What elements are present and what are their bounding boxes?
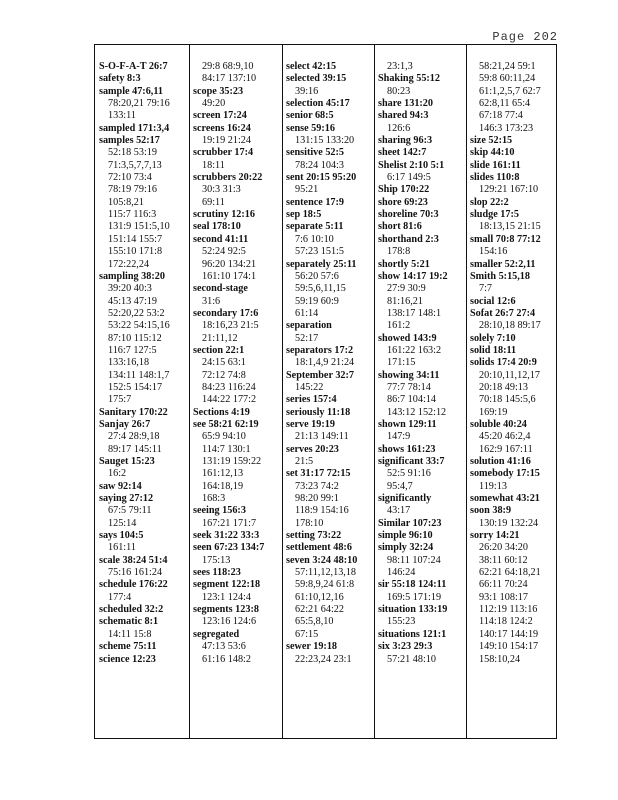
index-entry-ref: 18:16,23 21:5 [202,320,259,332]
index-entry-ref: 61:10,12,16 [295,591,344,603]
index-entry-term: share 131:20 [378,98,433,110]
index-entry-ref: 149:10 154:17 [479,641,539,653]
index-entry-ref: 59:19 60:9 [295,295,339,307]
index-entry-ref: 23:1,3 [387,61,413,72]
index-entry-ref: 93:1 108:17 [479,591,528,603]
index-entry-term: segments 123:8 [193,604,259,616]
index-entry-ref: 58:21,24 59:1 [479,61,536,72]
index-entry-ref: 161:12,13 [202,468,244,480]
index-entry-ref: 18:11 [202,159,225,171]
index-entry-ref: 30:3 31:3 [202,184,241,196]
index-entry-term: samples 52:17 [99,135,160,147]
index-entry-ref: 61:1,2,5,7 62:7 [479,85,541,97]
index-entry-ref: 73:23 74:2 [295,480,339,492]
index-entry-ref: 134:11 148:1,7 [108,369,170,381]
index-entry-ref: 61:16 148:2 [202,653,251,665]
index-entry-ref: 52:20,22 53:2 [108,307,165,319]
index-entry-term: segregated [193,628,240,640]
index-entry-ref: 65:5,8,10 [295,616,334,628]
index-entry-term: selection 45:17 [286,98,350,110]
index-entry-term: says 104:5 [99,530,144,542]
index-entry-term: scrutiny 12:16 [193,209,255,221]
index-entry-term: selected 39:15 [286,73,347,85]
index-entry-term: separation [286,320,332,332]
index-entry-ref: 57:23 151:5 [295,246,344,258]
index-entry-term: scheme 75:11 [99,641,157,653]
index-frame [94,44,557,739]
index-entry-ref: 39:20 40:3 [108,283,152,295]
index-entry-term: seal 178:10 [193,221,241,233]
index-entry-term: settlement 48:6 [286,542,352,554]
index-entry-ref: 114:18 124:2 [479,616,533,628]
index-entry-ref: 129:21 167:10 [479,184,539,196]
index-entry-term: somebody 17:15 [470,468,540,480]
index-entry-term: shared 94:3 [378,110,429,122]
index-entry-term: serves 20:23 [286,443,339,455]
index-entry-term: senior 68:5 [286,110,334,122]
index-entry-term: Sanitary 170:22 [99,406,168,418]
index-entry-ref: 18:1,4,9 21:24 [295,357,355,369]
index-entry-ref: 27:9 30:9 [387,283,426,295]
index-entry-ref: 62:21 64:18,21 [479,567,541,579]
index-entry-ref: 145:22 [295,381,324,393]
index-entry-term: safety 8:3 [99,73,141,85]
index-entry-term: situations 121:1 [378,628,447,640]
index-entry-term: shows 161:23 [378,443,436,455]
index-entry-ref: 169:5 171:19 [387,591,442,603]
index-entry-term: saw 92:14 [99,480,142,492]
index-entry-ref: 162:9 167:11 [479,443,533,455]
index-entry-ref: 177:4 [108,591,132,603]
index-entry-ref: 18:13,15 21:15 [479,221,541,233]
index-entry-ref: 28:10,18 89:17 [479,320,541,332]
index-entry-ref: 161:2 [387,320,411,332]
index-entry-ref: 78:24 104:3 [295,159,344,171]
index-entry-term: sep 18:5 [286,209,322,221]
index-entry-ref: 43:17 [387,505,411,517]
index-entry-ref: 78:19 79:16 [108,184,157,196]
index-entry-ref: 84:23 116:24 [202,381,256,393]
index-entry-ref: 57:11,12,13,18 [295,567,357,579]
index-entry-ref: 144:22 177:2 [202,394,257,406]
index-entry-ref: 140:17 144:19 [479,628,539,640]
index-entry-term: second 41:11 [193,233,249,245]
index-entry-term: slop 22:2 [470,196,509,208]
index-entry-ref: 158:10,24 [479,653,521,665]
index-entry-ref: 62:21 64:22 [295,604,344,616]
index-entry-term: sense 59:16 [286,122,335,134]
index-entry-term: Shelist 2:10 5:1 [378,159,445,171]
index-entry-ref: 133:16,18 [108,357,150,369]
index-entry-ref: 155:23 [387,616,416,628]
index-entry-term: sir 55:18 124:11 [378,579,447,591]
index-entry-ref: 75:16 161:24 [108,567,163,579]
index-entry-ref: 138:17 148:1 [387,307,442,319]
index-entry-ref: 81:16,21 [387,295,423,307]
index-entry-term: screens 16:24 [193,122,251,134]
index-entry-term: sampling 38:20 [99,270,165,282]
index-entry-ref: 52:24 92:5 [202,246,246,258]
index-entry-term: serve 19:19 [286,418,335,430]
index-entry-ref: 146:24 [387,567,416,579]
index-entry-term: soon 38:9 [470,505,512,517]
index-entry-term: Smith 5:15,18 [470,270,530,282]
index-entry-term: saying 27:12 [99,493,154,505]
index-entry-ref: 14:11 15:8 [108,628,152,640]
index-column-5 [466,61,562,666]
index-entry-term: scale 38:24 51:4 [99,554,168,566]
index-entry-term: sees 118:23 [193,567,241,579]
index-entry-ref: 131:9 151:5,10 [108,221,170,233]
index-entry-term: seven 3:24 48:10 [286,554,358,566]
index-entry-ref: 52:17 [295,332,319,344]
index-entry-ref: 69:11 [202,196,225,208]
index-entry-ref: 80:23 [387,85,411,97]
index-entry-ref: 161:22 163:2 [387,344,442,356]
index-entry-term: somewhat 43:21 [470,493,540,505]
index-entry-term: smaller 52:2,11 [470,258,536,270]
index-entry-ref: 119:13 [479,480,507,492]
index-entry-ref: 57:21 48:10 [387,653,436,665]
index-entry-term: small 70:8 77:12 [470,233,541,245]
index-entry-term: shorthand 2:3 [378,233,439,245]
index-entry-term: shoreline 70:3 [378,209,439,221]
index-entry-ref: 164:18,19 [202,480,244,492]
index-entry-ref: 125:14 [108,517,137,529]
index-entry-ref: 167:21 171:7 [202,517,257,529]
index-entry-term: shore 69:23 [378,196,428,208]
index-entry-ref: 45:13 47:19 [108,295,157,307]
index-entry-ref: 7:6 10:10 [295,233,334,245]
index-entry-ref: 178:8 [387,246,411,258]
index-entry-term: significantly [378,493,432,505]
index-entry-ref: 84:17 137:10 [202,73,257,85]
index-entry-term: sewer 19:18 [286,641,338,653]
index-entry-ref: 29:8 68:9,10 [202,61,254,72]
index-entry-ref: 151:14 155:7 [108,233,163,245]
index-entry-term: Similar 107:23 [378,517,442,529]
index-entry-ref: 72:12 74:8 [202,369,246,381]
index-entry-term: seriously 11:18 [286,406,351,418]
index-entry-ref: 131:19 159:22 [202,456,262,467]
index-entry-ref: 118:9 154:16 [295,505,349,517]
index-entry-term: schedule 176:22 [99,579,168,591]
index-entry-ref: 126:6 [387,122,411,134]
index-entry-ref: 59:8 60:11,24 [479,73,536,85]
index-entry-term: screen 17:24 [193,110,247,122]
index-entry-term: secondary 17:6 [193,307,259,319]
index-column-1 [95,61,191,666]
index-entry-ref: 95:4,7 [387,480,413,492]
index-entry-ref: 175:13 [202,554,231,566]
index-entry-ref: 155:10 171:8 [108,246,163,258]
index-entry-term: scope 35:23 [193,85,244,97]
index-entry-term: September 32:7 [286,369,354,381]
index-entry-term: significant 33:7 [378,456,445,467]
index-entry-ref: 21:5 [295,456,314,467]
index-entry-term: sheet 142:7 [378,147,427,159]
index-entry-ref: 45:20 46:2,4 [479,431,531,443]
index-entry-term: shown 129:11 [378,418,437,430]
index-entry-ref: 172:22,24 [108,258,150,270]
index-entry-ref: 52:5 91:16 [387,468,431,480]
index-entry-ref: 131:15 133:20 [295,135,355,147]
index-column-3 [282,61,378,666]
index-entry-term: sent 20:15 95:20 [286,172,357,184]
index-entry-term: solely 7:10 [470,332,516,344]
index-column-4 [374,61,470,666]
index-entry-ref: 61:14 [295,307,319,319]
index-entry-ref: 114:7 130:1 [202,443,251,455]
index-entry-term: simply 32:24 [378,542,434,554]
index-entry-ref: 105:8,21 [108,196,144,208]
index-entry-term: simple 96:10 [378,530,433,542]
index-entry-term: skip 44:10 [470,147,515,159]
index-entry-term: setting 73:22 [286,530,342,542]
index-entry-term: science 12:23 [99,653,156,665]
index-entry-ref: 72:10 73:4 [108,172,152,184]
index-entry-term: shortly 5:21 [378,258,430,270]
index-entry-ref: 123:1 124:4 [202,591,251,603]
index-entry-term: size 52:15 [470,135,513,147]
index-entry-term: showed 143:9 [378,332,437,344]
index-entry-ref: 146:3 173:23 [479,122,534,134]
index-entry-ref: 116:7 127:5 [108,344,157,356]
index-entry-ref: 16:2 [108,468,127,480]
index-entry-term: scheduled 32:2 [99,604,164,616]
index-entry-ref: 95:21 [295,184,319,196]
index-entry-term: seeing 156:3 [193,505,246,517]
index-entry-term: sharing 96:3 [378,135,433,147]
index-entry-ref: 161:11 [108,542,136,554]
index-entry-ref: 7:7 [479,283,493,295]
index-entry-term: slides 110:8 [470,172,520,184]
index-entry-ref: 115:7 116:3 [108,209,157,221]
index-entry-ref: 62:8,11 65:4 [479,98,531,110]
index-entry-ref: 20:18 49:13 [479,381,528,393]
index-entry-term: S-O-F-A-T 26:7 [99,61,168,72]
index-entry-ref: 152:5 154:17 [108,381,163,393]
index-entry-ref: 130:19 132:24 [479,517,539,529]
index-entry-ref: 67:15 [295,628,319,640]
index-entry-ref: 38:11 60:12 [479,554,528,566]
index-entry-ref: 19:19 21:24 [202,135,251,147]
index-entry-term: second-stage [193,283,248,295]
index-entry-ref: 52:18 53:19 [108,147,157,159]
index-entry-term: sorry 14:21 [470,530,520,542]
index-entry-ref: 49:20 [202,98,226,110]
index-entry-term: show 14:17 19:2 [378,270,448,282]
index-entry-ref: 123:16 124:6 [202,616,257,628]
index-entry-term: showing 34:11 [378,369,440,381]
index-entry-ref: 78:20,21 79:16 [108,98,170,110]
index-entry-ref: 56:20 57:6 [295,270,339,282]
index-entry-ref: 67:18 77:4 [479,110,523,122]
index-entry-ref: 65:9 94:10 [202,431,246,443]
index-entry-ref: 21:13 149:11 [295,431,349,443]
index-entry-ref: 20:10,11,12,17 [479,369,541,381]
index-entry-ref: 161:10 174:1 [202,270,257,282]
index-entry-ref: 27:4 28:9,18 [108,431,160,443]
index-entry-ref: 71:3,5,7,7,13 [108,159,162,171]
index-entry-term: Sections 4:19 [193,406,250,418]
index-entry-term: six 3:23 29:3 [378,641,433,653]
index-entry-term: scrubbers 20:22 [193,172,263,184]
index-entry-ref: 70:18 145:5,6 [479,394,536,406]
index-entry-term: solids 17:4 20:9 [470,357,537,369]
index-entry-term: sludge 17:5 [470,209,519,221]
index-entry-ref: 171:15 [387,357,416,369]
index-entry-term: sample 47:6,11 [99,85,163,97]
index-entry-term: solid 18:11 [470,344,517,356]
index-entry-term: separate 5:11 [286,221,344,233]
index-entry-ref: 66:11 70:24 [479,579,528,591]
index-entry-ref: 22:23,24 23:1 [295,653,352,665]
index-entry-term: slide 161:11 [470,159,521,171]
index-entry-ref: 24:15 63:1 [202,357,246,369]
index-entry-term: schematic 8:1 [99,616,159,628]
index-entry-term: seen 67:23 134:7 [193,542,265,554]
index-entry-term: short 81:6 [378,221,422,233]
index-entry-term: series 157:4 [286,394,337,406]
index-entry-term: Sauget 15:23 [99,456,155,467]
index-entry-term: separately 25:11 [286,258,357,270]
index-entry-ref: 169:19 [479,406,508,418]
index-entry-term: section 22:1 [193,344,245,356]
index-entry-ref: 59:8,9,24 61:8 [295,579,355,591]
index-entry-ref: 175:7 [108,394,132,406]
index-entry-ref: 39:16 [295,85,319,97]
index-entry-term: segment 122:18 [193,579,261,591]
index-entry-ref: 89:17 145:11 [108,443,162,455]
index-entry-ref: 98:11 107:24 [387,554,441,566]
index-entry-ref: 86:7 104:14 [387,394,436,406]
index-entry-term: social 12:6 [470,295,516,307]
index-entry-ref: 6:17 149:5 [387,172,431,184]
index-entry-term: scrubber 17:4 [193,147,254,159]
index-entry-ref: 77:7 78:14 [387,381,431,393]
index-entry-term: seek 31:22 33:3 [193,530,260,542]
index-entry-ref: 31:6 [202,295,221,307]
index-entry-ref: 154:16 [479,246,508,258]
index-entry-ref: 87:10 115:12 [108,332,162,344]
index-entry-ref: 96:20 134:21 [202,258,257,270]
index-entry-term: sampled 171:3,4 [99,122,170,134]
page-number: Page 202 [492,30,558,44]
index-entry-term: sentence 17:9 [286,196,344,208]
index-entry-ref: 98:20 99:1 [295,493,339,505]
index-entry-ref: 133:11 [108,110,136,122]
index-entry-term: Ship 170:22 [378,184,430,196]
index-entry-ref: 147:9 [387,431,411,443]
index-entry-ref: 178:10 [295,517,324,529]
index-entry-term: set 31:17 72:15 [286,468,351,480]
index-entry-ref: 112:19 113:16 [479,604,538,616]
index-entry-ref: 143:12 152:12 [387,406,447,418]
index-entry-ref: 67:5 79:11 [108,505,152,517]
index-entry-term: Sofat 26:7 27:4 [470,307,536,319]
index-entry-term: Sanjay 26:7 [99,418,151,430]
index-entry-term: solution 41:16 [470,456,531,467]
index-column-2 [189,61,285,666]
index-entry-term: sensitive 52:5 [286,147,345,159]
index-entry-ref: 26:20 34:20 [479,542,528,554]
index-entry-term: situation 133:19 [378,604,448,616]
index-entry-term: Shaking 55:12 [378,73,440,85]
index-entry-term: soluble 40:24 [470,418,527,430]
index-entry-ref: 21:11,12 [202,332,238,344]
index-entry-ref: 59:5,6,11,15 [295,283,346,295]
index-entry-ref: 53:22 54:15,16 [108,320,170,332]
index-entry-term: separators 17:2 [286,344,354,356]
index-entry-ref: 168:3 [202,493,226,505]
index-entry-term: select 42:15 [286,61,337,72]
index-entry-term: see 58:21 62:19 [193,418,259,430]
index-entry-ref: 47:13 53:6 [202,641,246,653]
